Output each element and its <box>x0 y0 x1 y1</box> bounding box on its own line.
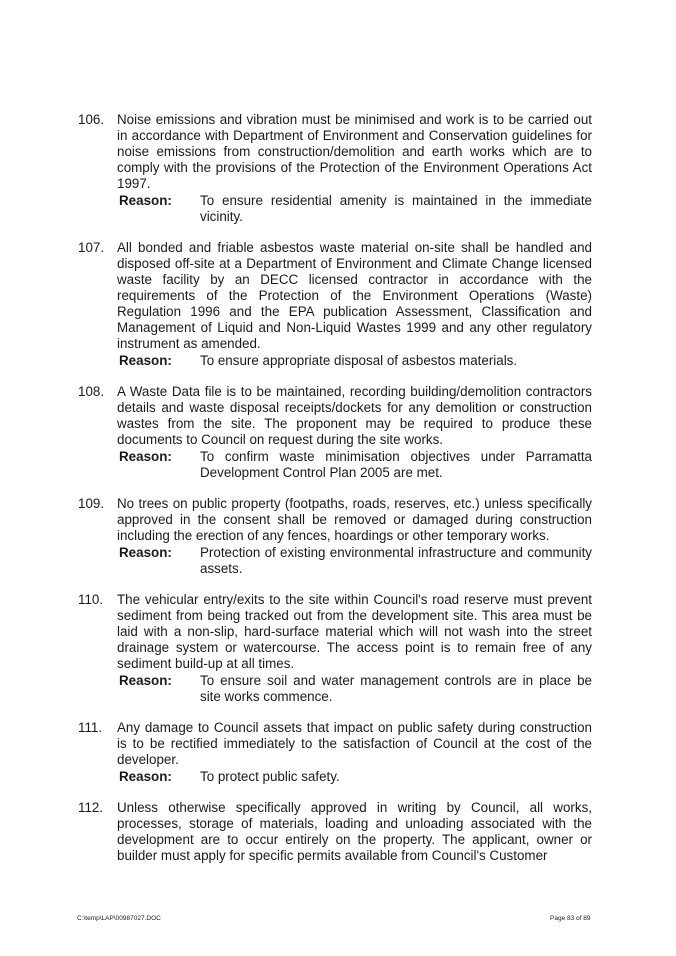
condition-reason <box>119 353 592 369</box>
footer-file-path: C:\temp\LAP\00987027.DOC <box>77 915 161 922</box>
condition-reason <box>119 449 592 481</box>
condition-reason <box>119 769 592 785</box>
condition-107 <box>78 240 592 369</box>
condition-text: Noise emissions and vibration must be minimised and work is to be carried out in accordance with Department of Environment and Conservation guidelines for noise emissions from construction/demolition and earth works which are to comply with the provisions of the Protection of the Environment Operations Act 1997. <box>117 112 592 191</box>
condition-number: 108. <box>78 384 105 399</box>
condition-111 <box>78 720 592 785</box>
condition-number: 109. <box>78 496 105 511</box>
reason-label: Reason: <box>119 353 172 368</box>
reason-label: Reason: <box>119 673 172 688</box>
reason-text: To ensure appropriate disposal of asbestos materials. <box>200 353 518 368</box>
condition-110 <box>78 592 592 705</box>
condition-text: All bonded and friable asbestos waste material on-site shall be handled and disposed off-site at a Department of Environment and Climate Change licensed waste facility by an DECC licensed contractor in accordance with the requirements of the Protection of the Environment Operations (Waste) Regulation 1996 and the EPA publication Assessment, Classification and Management of Liquid and Non-Liquid Wastes 1999 and any other regulatory instrument as amended. <box>117 240 592 351</box>
condition-reason <box>119 193 592 225</box>
reason-label: Reason: <box>119 545 172 560</box>
condition-text: Unless otherwise specifically approved in writing by Council, all works, processes, storage of materials, loading and unloading associated with the development are to occur entirely on the property. The applicant, owner or builder must apply for specific permits available from Council's Customer <box>117 800 592 863</box>
condition-reason <box>119 545 592 577</box>
condition-number: 111. <box>78 720 103 735</box>
reason-text: Protection of existing environmental infrastructure and community assets. <box>200 545 592 576</box>
condition-109 <box>78 496 592 577</box>
reason-text: To ensure residential amenity is maintained in the immediate vicinity. <box>200 193 592 224</box>
condition-number: 107. <box>78 240 105 255</box>
condition-112 <box>78 800 592 864</box>
condition-text: No trees on public property (footpaths, roads, reserves, etc.) unless specifically approved in the consent shall be removed or damaged during construction including the erection of any fences, hoardings or other temporary works. <box>117 496 592 543</box>
condition-number: 106. <box>78 112 105 127</box>
conditions-list <box>78 112 592 879</box>
condition-text: The vehicular entry/exits to the site within Council's road reserve must prevent sediment from being tracked out from the development site. This area must be laid with a non-slip, hard-surface material which will not wash into the street drainage system or watercourse. The access point is to remain free of any sediment build-up at all times. <box>117 592 592 671</box>
reason-label: Reason: <box>119 449 172 464</box>
reason-label: Reason: <box>119 193 172 208</box>
condition-108 <box>78 384 592 481</box>
footer-page-number: Page 83 of 89 <box>550 915 591 922</box>
condition-number: 110. <box>78 592 104 607</box>
reason-label: Reason: <box>119 769 172 784</box>
condition-reason <box>119 673 592 705</box>
condition-number: 112. <box>78 800 104 815</box>
condition-text: Any damage to Council assets that impact on public safety during construction is to be rectified immediately to the satisfaction of Council at the cost of the developer. <box>117 720 592 767</box>
condition-text: A Waste Data file is to be maintained, recording building/demolition contractors details and waste disposal receipts/dockets for any demolition or construction wastes from the site. The proponent may be required to produce these documents to Council on request during the site works. <box>117 384 592 447</box>
reason-text: To confirm waste minimisation objectives under Parramatta Development Control Plan 2005 are met. <box>200 449 592 480</box>
reason-text: To ensure soil and water management controls are in place be site works commence. <box>200 673 592 704</box>
condition-106 <box>78 112 592 225</box>
reason-text: To protect public safety. <box>200 769 340 784</box>
